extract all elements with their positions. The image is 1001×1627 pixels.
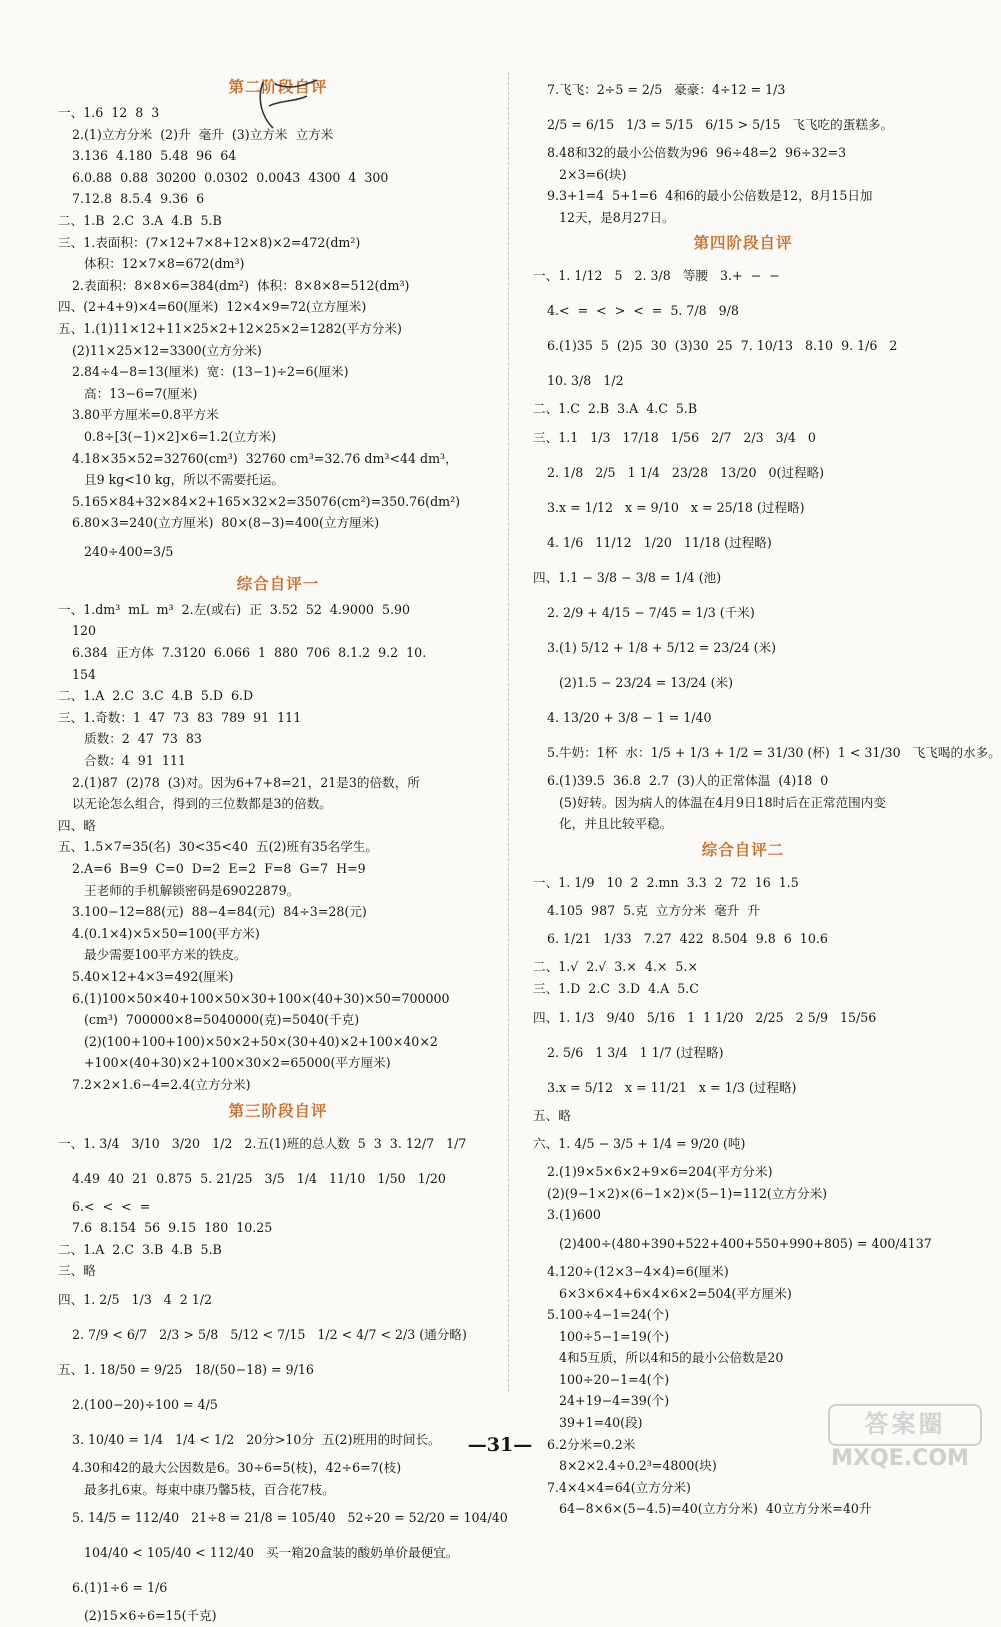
answer-line: 2.(1)立方分米 (2)升 毫升 (3)立方米 立方米 — [72, 126, 334, 142]
answer-line: 8.48和32的最小公倍数为96 96÷48=2 96÷32=3 — [547, 145, 847, 160]
answer-line: 2.84÷4−8=13(厘米) 宽：(13−1)÷2=6(厘米) — [72, 364, 349, 380]
answer-line: 3.80平方厘米=0.8平方米 — [72, 407, 219, 423]
answer-line: (2)11×25×12=3300(立方分米) — [72, 342, 262, 358]
answer-line: 10. 3/8 1/2 — [547, 373, 624, 389]
answer-line: (2)15×6÷6=15(千克) — [84, 1608, 217, 1624]
answer-line: 二、1.B 2.C 3.A 4.B 5.B — [58, 212, 222, 228]
answer-line: (5)好转。因为病人的体温在4月9日18时后在正常范围内变 — [559, 794, 886, 810]
answer-line: 24+19−4=39(个) — [559, 1393, 670, 1409]
stage2-continued-lines — [533, 72, 953, 228]
column-divider — [508, 72, 509, 1392]
answer-line: 且9 kg<10 kg，所以不需要托运。 — [84, 472, 284, 488]
answer-line: 240÷400=3/5 — [84, 543, 174, 559]
answer-line: 四、1. 2/5 1/3 4 2 1/2 — [58, 1291, 213, 1307]
answer-line: 2.(1)87 (2)78 (3)对。因为6+7+8=21，21是3的倍数，所 — [72, 774, 420, 790]
answer-line: 6×3×6×4+6×4×6×2=504(平方厘米) — [559, 1285, 792, 1301]
answer-line: 四、1.1 − 3/8 − 3/8 = 1/4 (池) — [533, 569, 722, 585]
answer-line: 三、1.奇数：1 47 73 83 789 91 111 — [58, 709, 302, 725]
answer-line: 2/5 = 6/15 1/3 = 5/15 6/15 > 5/15 飞飞吃的蛋糕多。 — [547, 117, 894, 132]
answer-line: 2. 7/9 < 6/7 2/3 > 5/8 5/12 < 7/15 1/2 < 4/7 < 2/3 (通分略) — [72, 1326, 467, 1342]
section-title-comprehensive1: 综合自评一 — [236, 573, 320, 593]
answer-line: 3.(1) 5/12 + 1/8 + 5/12 = 23/24 (米) — [547, 639, 777, 655]
answer-line: 4.18×35×52=32760(cm³) 32760 cm³=32.76 dm³<44 dm³， — [72, 450, 458, 466]
answer-line: 一、1.6 12 8 3 — [58, 105, 160, 120]
answer-line: 120 — [72, 623, 97, 639]
answer-line: 2.(100−20)÷100 = 4/5 — [72, 1396, 218, 1412]
answer-line: 四、(2+4+9)×4=60(厘米) 12×4×9=72(立方厘米) — [58, 299, 367, 315]
answer-line: 3.x = 1/12 x = 9/10 x = 25/18 (过程略) — [547, 499, 805, 515]
answer-line: 7.12.8 8.5.4 9.36 6 — [72, 191, 205, 207]
answer-line: 4和5互质，所以4和5的最小公倍数是20 — [559, 1350, 784, 1366]
answer-line: 2×3=6(块) — [559, 166, 627, 182]
answer-line: 2. 2/9 + 4/15 − 7/45 = 1/3 (千米) — [547, 604, 755, 620]
answer-line: 五、1. 18/50 = 9/25 18/(50−18) = 9/16 — [58, 1361, 314, 1377]
answer-line: 一、1. 3/4 3/10 3/20 1/2 2.五(1)班的总人数 5 3 3. 12/7 1/7 — [58, 1135, 467, 1151]
answer-line: 6.(1)39.5 36.8 2.7 (3)人的正常体温 (4)18 0 — [547, 772, 829, 788]
answer-line: 5. 14/5 = 112/40 21÷8 = 21/8 = 105/40 52÷20 = 52/20 = 104/40 — [72, 1510, 508, 1526]
stage2-lines — [58, 102, 498, 569]
watermark-badge: 答案圈 — [828, 1404, 982, 1446]
answer-line: 6.< < < = — [72, 1198, 151, 1214]
section-title-stage4: 第四阶段自评 — [693, 233, 793, 253]
answer-line: 100÷20−1=4(个) — [559, 1371, 670, 1387]
answer-line: 五、1.(1)11×12+11×25×2+12×25×2=1282(平方分米) — [58, 320, 402, 336]
answer-line: 五、略 — [533, 1107, 571, 1123]
answer-line: 6.(1)35 5 (2)5 30 (3)30 25 7. 10/13 8.10 9. 1/6 2 — [547, 338, 898, 354]
answer-line: 5.牛奶：1杯 水：1/5 + 1/3 + 1/2 = 31/30 (杯) 1 < 31/30 飞飞喝的水多。 — [547, 744, 1001, 760]
answer-line: (2)(9−1×2)×(6−1×2)×(5−1)=112(立方分米) — [547, 1185, 828, 1201]
answer-line: (cm³) 700000×8=5040000(克)=5040(千克) — [84, 1012, 360, 1028]
answer-line: 三、1.D 2.C 3.D 4.A 5.C — [533, 980, 699, 996]
answer-line: 6.0.88 0.88 30200 0.0302 0.0043 4300 4 300 — [72, 169, 389, 185]
answer-line: 一、1. 1/9 10 2 2.mn 3.3 2 72 16 1.5 — [533, 874, 799, 890]
answer-line: 5.100÷4−1=24(个) — [547, 1307, 670, 1323]
answer-line: 二、1.A 2.C 3.B 4.B 5.B — [58, 1241, 222, 1257]
answer-line: 7.2×2×1.6−4=2.4(立方分米) — [72, 1076, 251, 1092]
answer-line: 一、1. 1/12 5 2. 3/8 等腰 3.+ − − — [533, 268, 780, 284]
answer-line: 5.40×12+4×3=492(厘米) — [72, 968, 234, 984]
watermark — [810, 1404, 990, 1478]
answer-line: 3.x = 5/12 x = 11/21 x = 1/3 (过程略) — [547, 1079, 797, 1095]
answer-line: 4.105 987 5.克 立方分米 毫升 升 — [547, 902, 760, 918]
answer-line: 3.(1)600 — [547, 1207, 601, 1223]
answer-line: 4. 1/6 11/12 1/20 11/18 (过程略) — [547, 534, 772, 550]
answer-line: 三、略 — [58, 1263, 96, 1279]
comprehensive1-lines — [58, 599, 498, 1096]
answer-line: 3.136 4.180 5.48 96 64 — [72, 148, 237, 164]
answer-line: 6. 1/21 1/33 7.27 422 8.504 9.8 6 10.6 — [547, 931, 828, 947]
answer-line: 3.100−12=88(元) 88−4=84(元) 84÷3=28(元) — [72, 904, 367, 920]
answer-line: 104/40 < 105/40 < 112/40 买一箱20盒装的酸奶单价最便宜。 — [84, 1545, 459, 1561]
answer-line: 五、1.5×7=35(名) 30<35<40 五(2)班有35名学生。 — [58, 839, 378, 855]
answer-line: 2. 1/8 2/5 1 1/4 23/28 13/20 0(过程略) — [547, 464, 825, 480]
answer-line: 三、1.1 1/3 17/18 1/56 2/7 2/3 3/4 0 — [533, 429, 816, 445]
answer-line: 5.165×84+32×84×2+165×32×2=35076(cm²)=350.76(dm²) — [72, 493, 461, 509]
section-title-stage2: 第二阶段自评 — [228, 77, 328, 96]
answer-line: 12天，是8月27日。 — [559, 209, 675, 225]
answer-line: 体积：12×7×8=672(dm³) — [84, 256, 245, 272]
answer-line: 7.飞飞：2÷5 = 2/5 豪豪：4÷12 = 1/3 — [547, 82, 786, 97]
answer-line: 2.A=6 B=9 C=0 D=2 E=2 F=8 G=7 H=9 — [72, 861, 366, 876]
answer-line: (2)400÷(480+390+522+400+550+990+805) = 400/4137 — [559, 1235, 932, 1251]
answer-line: 6.(1)100×50×40+100×50×30+100×(40+30)×50=700000 — [72, 990, 450, 1006]
answer-line: 四、1. 1/3 9/40 5/16 1 1 1/20 2/25 2 5/9 15/56 — [533, 1009, 877, 1025]
answer-line: 2. 5/6 1 3/4 1 1/7 (过程略) — [547, 1044, 724, 1060]
answer-line: 二、1.C 2.B 3.A 4.C 5.B — [533, 401, 698, 417]
answer-line: 4.(0.1×4)×5×50=100(平方米) — [72, 925, 260, 941]
answer-line: 二、1.A 2.C 3.C 4.B 5.D 6.D — [58, 688, 254, 704]
answer-line: 64−8×6×(5−4.5)=40(立方分米) 40立方分米=40升 — [559, 1501, 872, 1517]
answer-line: 王老师的手机解锁密码是69022879。 — [84, 882, 300, 898]
answer-line: 6.80×3=240(立方厘米) 80×(8−3)=400(立方厘米) — [72, 515, 380, 531]
answer-line: 6.(1)1÷6 = 1/6 — [72, 1580, 168, 1596]
answer-line: 2.表面积：8×8×6=384(dm²) 体积：8×8×8=512(dm³) — [72, 277, 410, 293]
answer-line: 7.4×4×4=64(立方分米) — [547, 1479, 691, 1495]
answer-line: 一、1.dm³ mL m³ 2.左(或右) 正 3.52 52 4.9000 5.90 — [58, 601, 410, 617]
left-column — [58, 72, 508, 1627]
section-title-comprehensive2: 综合自评二 — [701, 839, 785, 859]
answer-line: (2)(100+100+100)×50×2+50×(30+40)×2+100×40×2 — [84, 1033, 438, 1049]
answer-line: 六、1. 4/5 − 3/5 + 1/4 = 9/20 (吨) — [533, 1136, 746, 1152]
answer-line: 化，并且比较平稳。 — [559, 816, 673, 832]
answer-line: 2.(1)9×5×6×2+9×6=204(平方分米) — [547, 1164, 773, 1180]
answer-line: 6.2分米=0.2米 — [547, 1436, 636, 1452]
stage4-lines — [533, 258, 1001, 834]
answer-line: 8×2×2.4÷0.2³=4800(块) — [559, 1458, 717, 1474]
answer-line: 三、1.表面积：(7×12+7×8+12×8)×2=472(dm²) — [58, 234, 361, 250]
answer-line: 以无论怎么组合，得到的三位数都是3的倍数。 — [72, 796, 332, 812]
answer-line: 4. 13/20 + 3/8 − 1 = 1/40 — [547, 709, 712, 725]
answer-line: 3. 10/40 = 1/4 1/4 < 1/2 20分>10分 五(2)班用的时间长。 — [72, 1431, 441, 1447]
answer-line: 4.< = < > < = 5. 7/8 9/8 — [547, 303, 739, 319]
answer-line: 质数：2 47 73 83 — [84, 731, 202, 747]
answer-line: 4.49 40 21 0.875 5. 21/25 3/5 1/4 11/10 1/50 1/20 — [72, 1170, 446, 1186]
section-title-stage3: 第三阶段自评 — [228, 1100, 328, 1120]
right-column — [533, 72, 1001, 1520]
watermark-domain: MXQE.COM — [831, 1446, 969, 1471]
answer-line: 100÷5−1=19(个) — [559, 1328, 670, 1344]
answer-line: 9.3+1=4 5+1=6 4和6的最小公倍数是12，8月15日加 — [547, 188, 873, 204]
answer-line: 7.6 8.154 56 9.15 180 10.25 — [72, 1220, 273, 1236]
answer-line: 二、1.√ 2.√ 3.× 4.× 5.× — [533, 959, 698, 975]
stage3-lines — [58, 1126, 508, 1627]
answer-line: 6.384 正方体 7.3120 6.066 1 880 706 8.1.2 9.2 10. — [72, 645, 427, 661]
answer-line: (2)1.5 − 23/24 = 13/24 (米) — [559, 674, 733, 690]
answer-line: +100×(40+30)×2+100×30×2=65000(平方厘米) — [84, 1055, 391, 1071]
answer-line: 合数：4 91 111 — [84, 753, 186, 769]
answer-line: 高：13−6=7(厘米) — [84, 385, 198, 401]
answer-line: 最多扎6束。每束中康乃馨5枝，百合花7枝。 — [84, 1481, 335, 1497]
page-number: —31— — [467, 1434, 533, 1456]
answer-line: 39+1=40(段) — [559, 1415, 643, 1431]
answer-line: 4.120÷(12×3−4×4)=6(厘米) — [547, 1263, 729, 1279]
answer-line: 最少需要100平方米的铁皮。 — [84, 947, 247, 963]
answer-line: 154 — [72, 666, 97, 682]
answer-line: 4.30和42的最大公因数是6。30÷6=5(枝)，42÷6=7(枝) — [72, 1459, 402, 1475]
answer-line: 0.8÷[3(−1)×2]×6=1.2(立方米) — [84, 428, 277, 444]
answer-line: 四、略 — [58, 817, 96, 833]
